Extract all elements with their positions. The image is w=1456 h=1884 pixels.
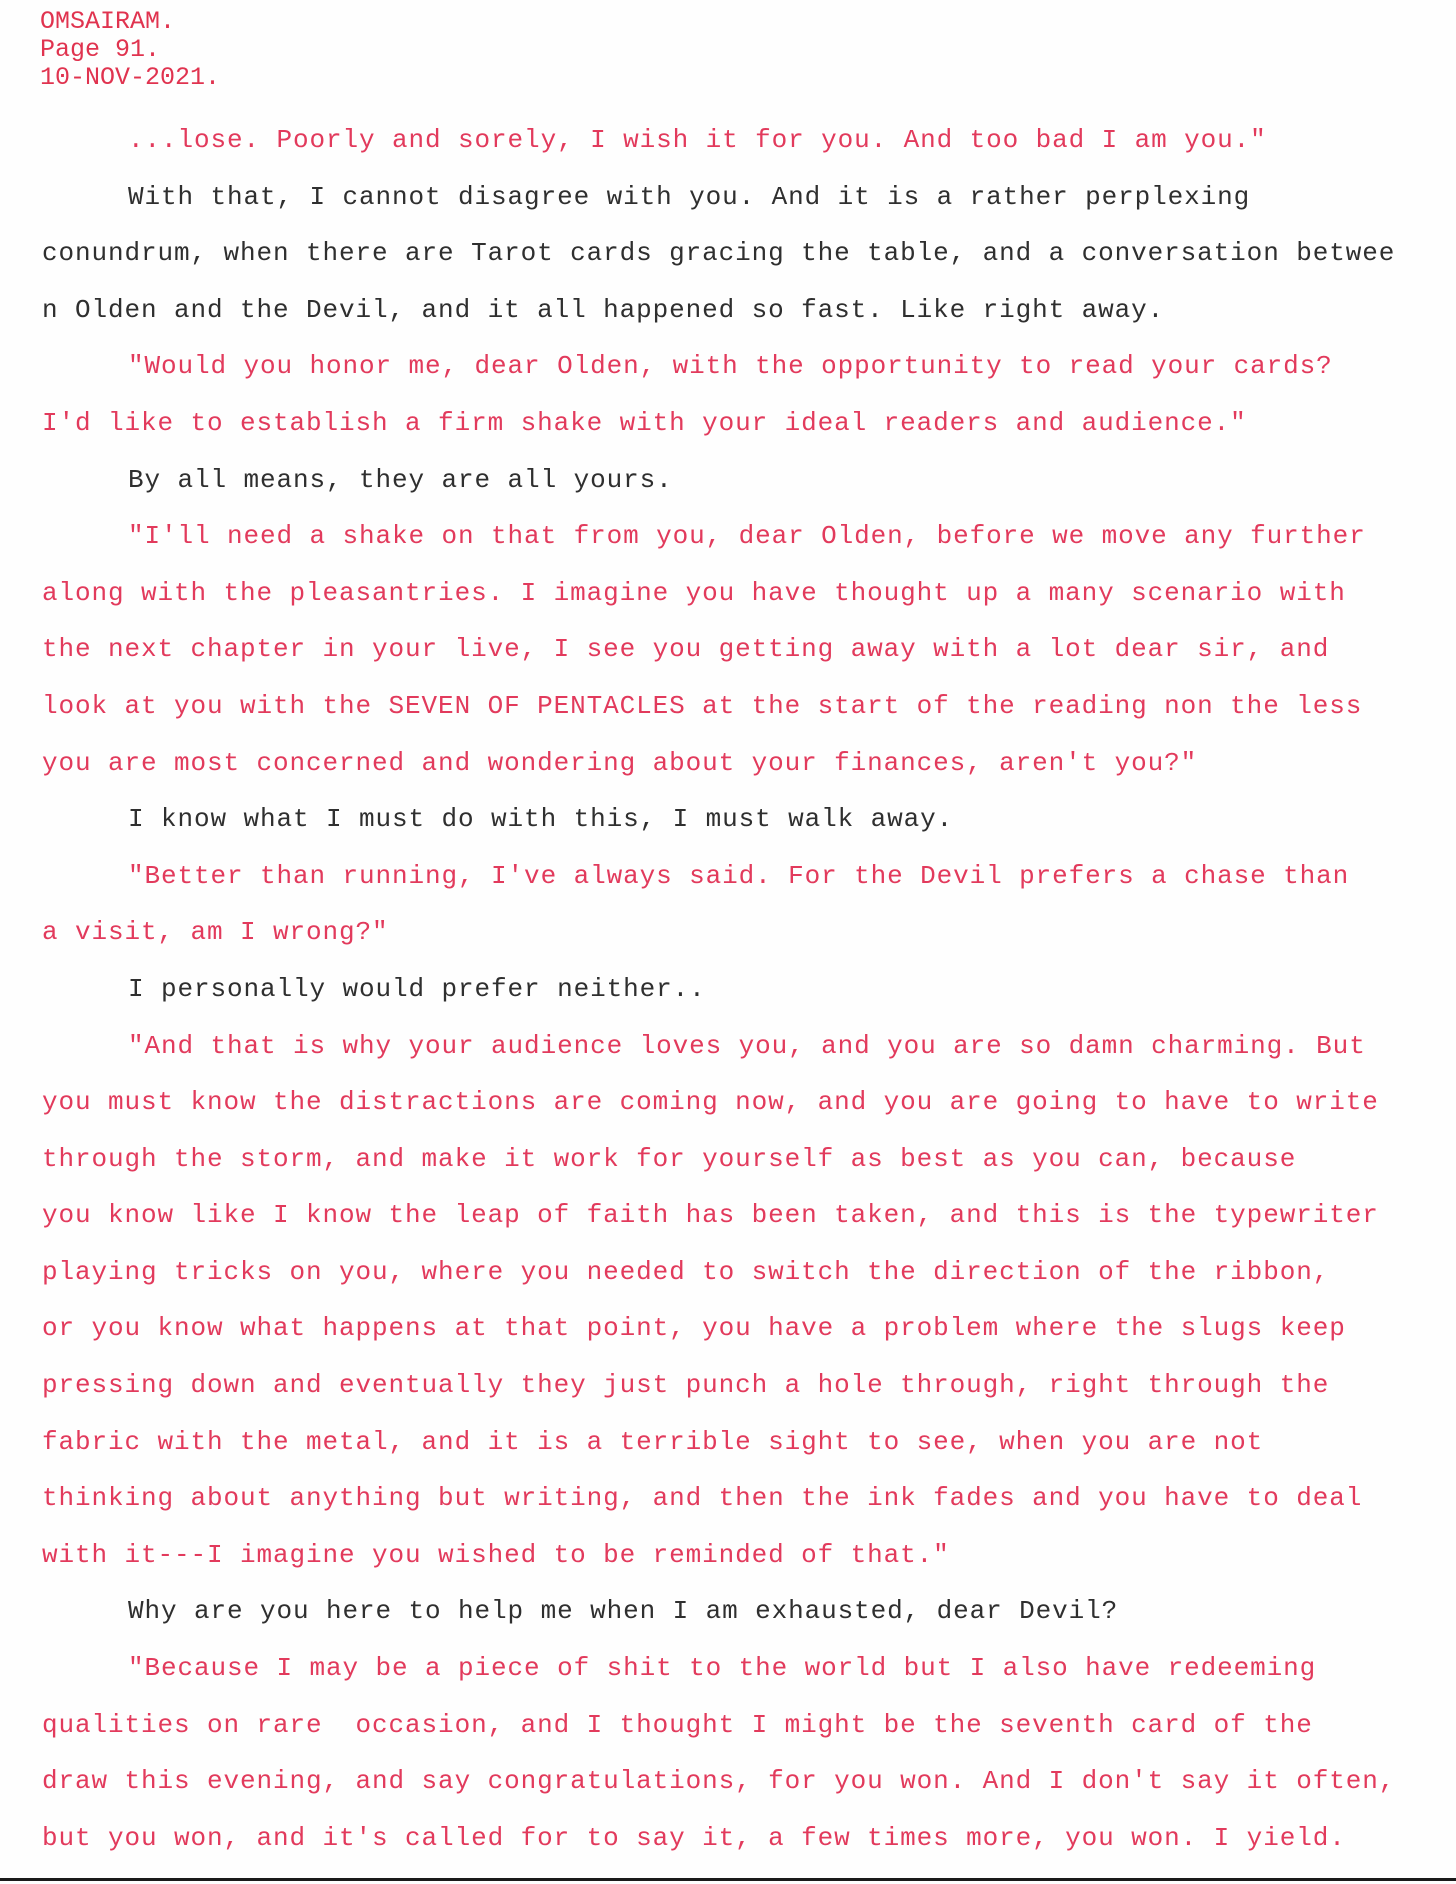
text-line: Why are you here to help me when I am exhausted, dear Devil?: [128, 1596, 1119, 1627]
text-line: n Olden and the Devil, and it all happened so fast. Like right away.: [42, 294, 1165, 325]
page-bottom-edge: [0, 1878, 1456, 1881]
header-title: OMSAIRAM.: [40, 7, 176, 36]
text-line: look at you with the SEVEN OF PENTACLES at the start of the reading non the less: [42, 690, 1363, 721]
text-line: ...lose. Poorly and sorely, I wish it for you. And too bad I am you.": [128, 125, 1267, 155]
text-line: or you know what happens at that point, you have a problem where the slugs keep: [42, 1313, 1346, 1344]
text-line: along with the pleasantries. I imagine you have thought up a many scenario with: [42, 577, 1346, 608]
text-line: With that, I cannot disagree with you. And it is a rather perplexing: [128, 181, 1251, 212]
text-line: you must know the distractions are coming now, and you are going to have to write: [42, 1087, 1379, 1118]
text-line: through the storm, and make it work for yourself as best as you can, because: [42, 1143, 1297, 1174]
text-line: pressing down and eventually they just punch a hole through, right through the: [42, 1370, 1330, 1401]
text-line: thinking about anything but writing, and then the ink fades and you have to deal: [42, 1483, 1363, 1514]
text-line: I'd like to establish a firm shake with your ideal readers and audience.": [42, 407, 1247, 438]
text-line: qualities on rare occasion, and I thought I might be the seventh card of the: [42, 1709, 1313, 1740]
text-line: "Would you honor me, dear Olden, with the opportunity to read your cards?: [128, 351, 1333, 382]
text-line: you are most concerned and wondering about your finances, aren't you?": [42, 747, 1198, 778]
text-line: "Better than running, I've always said. For the Devil prefers a chase than: [128, 860, 1350, 891]
text-line: I personally would prefer neither..: [128, 973, 706, 1004]
text-line: By all means, they are all yours.: [128, 464, 673, 495]
text-line: a visit, am I wrong?": [42, 917, 389, 948]
text-line: playing tricks on you, where you needed to switch the direction of the ribbon,: [42, 1256, 1330, 1287]
text-line: "I'll need a shake on that from you, dear Olden, before we move any further: [128, 521, 1366, 552]
page-body-text: [42, 112, 1442, 1866]
header-page-number: Page 91.: [40, 35, 161, 64]
text-line: but you won, and it's called for to say it, a few times more, you won. I yield.: [42, 1822, 1346, 1853]
text-line: with it---I imagine you wished to be reminded of that.": [42, 1539, 950, 1570]
text-line: "Because I may be a piece of shit to the world but I also have redeeming: [128, 1653, 1317, 1684]
text-line: you know like I know the leap of faith has been taken, and this is the typewriter: [42, 1200, 1379, 1231]
text-line: conundrum, when there are Tarot cards gracing the table, and a conversation betwee: [42, 238, 1396, 269]
text-line: the next chapter in your live, I see you getting away with a lot dear sir, and: [42, 634, 1330, 665]
text-line: draw this evening, and say congratulations, for you won. And I don't say it often,: [42, 1766, 1396, 1797]
text-line: I know what I must do with this, I must walk away.: [128, 804, 954, 835]
page-header: [40, 8, 220, 92]
header-date: 10-NOV-2021.: [40, 63, 221, 92]
text-line: "And that is why your audience loves you, and you are so damn charming. But: [128, 1030, 1366, 1061]
text-line: fabric with the metal, and it is a terrible sight to see, when you are not: [42, 1426, 1264, 1457]
